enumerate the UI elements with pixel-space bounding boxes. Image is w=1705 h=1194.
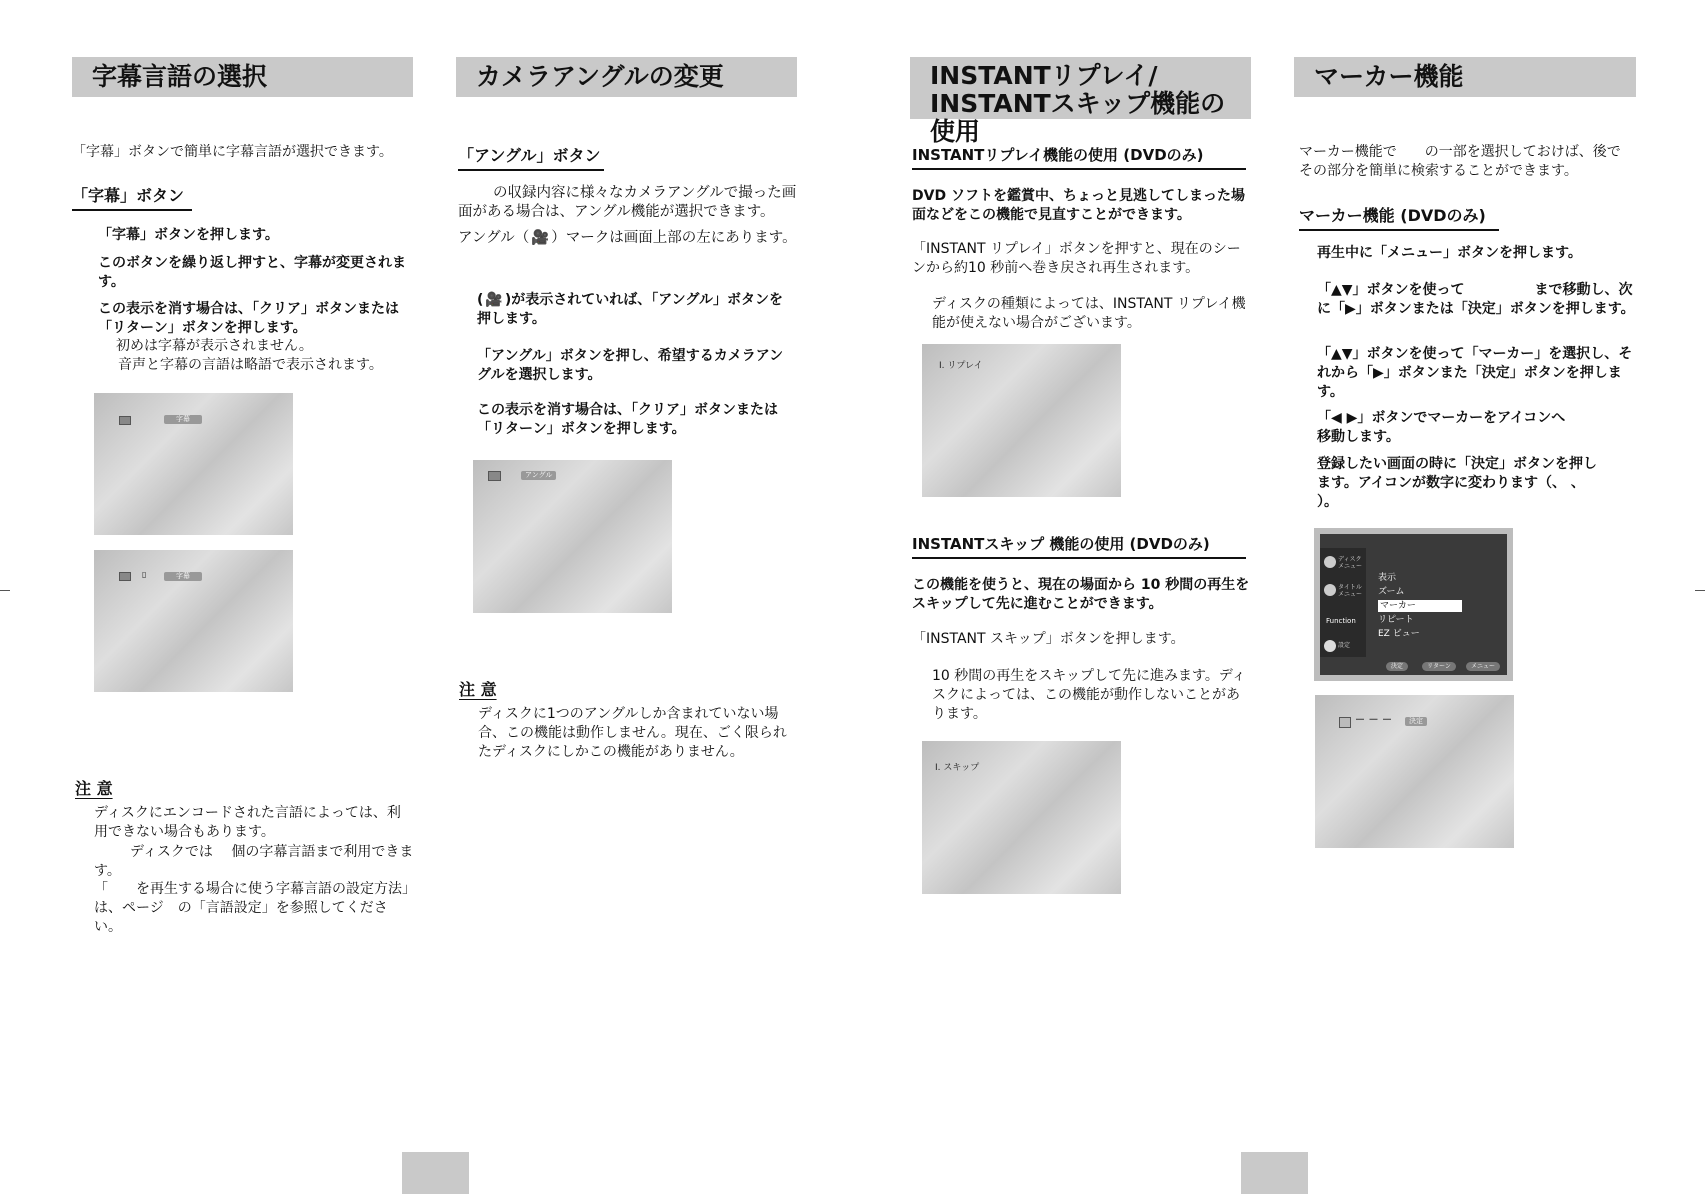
menu-side-item-function[interactable]: Function — [1326, 617, 1356, 625]
menu-item[interactable]: EZ ビュー — [1378, 629, 1420, 639]
crop-mark — [1695, 590, 1705, 591]
osd-marker-icon: ▯ — [142, 570, 147, 579]
menu-return-button[interactable]: リターン — [1422, 662, 1456, 671]
marker-icon — [1339, 717, 1351, 728]
menu-side-item[interactable]: 設定 — [1338, 642, 1351, 649]
step-2: 「アングル」ボタンを押し、希望するカメラアングルを選択します。 — [477, 348, 784, 383]
step-2: 「▲▼」ボタンを使って まで移動し、次に「▶」ボタンまたは「決定」ボタンを押します。 — [1317, 282, 1635, 317]
caution-1: ディスクに1つのアングルしか含まれていない場合、この機能は動作しません。現在、ごく限られたディスクにしかこの機能がありません。 — [478, 706, 787, 760]
menu-item[interactable]: ズーム — [1378, 587, 1405, 597]
disc-menu-icon — [1324, 556, 1336, 568]
replay-text-3: ディスクの種類によっては、INSTANT リプレイ機能が使えない場合がございます。 — [932, 296, 1246, 331]
note-b: 音声と字幕の言語は略語で表示されます。 — [118, 357, 383, 373]
intro-2 — [458, 229, 798, 248]
camera-icon: 🎥 — [531, 230, 550, 246]
menu-sidebar — [1320, 548, 1366, 657]
step-2: このボタンを繰り返し押すと、字幕が変更されます。 — [98, 255, 406, 290]
intro-2-text: アングル（ — [458, 230, 530, 246]
skip-text-2: 「INSTANT スキップ」ボタンを押します。 — [912, 631, 1185, 647]
camera-icon: 🎥 — [485, 292, 503, 308]
step-1-text: )が表示されていれば、「アングル」ボタンを押します。 — [477, 292, 783, 327]
step-1-open: ( — [477, 292, 484, 308]
menu-item-selected[interactable]: マーカー — [1378, 600, 1462, 612]
step-3: この表示を消す場合は、「クリア」ボタンまたは「リターン」ボタンを押します。 — [477, 402, 778, 437]
menu-side-item[interactable]: ディスク メニュー — [1338, 556, 1363, 570]
caution-title: 注 意 — [459, 680, 497, 699]
intro-3-text: ）マークは画面上部の左にあります。 — [551, 230, 797, 246]
step-1 — [477, 291, 795, 329]
crop-mark — [0, 590, 10, 591]
menu-menu-button[interactable]: メニュー — [1466, 662, 1500, 671]
osd-replay-label: I. リプレイ — [939, 361, 983, 371]
subheading: 「アングル」ボタン — [458, 143, 604, 171]
marker-enter-pill: 決定 — [1405, 717, 1427, 726]
caution-3: 「 を再生する場合に使う字幕言語の設定方法」は、ページ の「言語設定」を参照してください。 — [94, 881, 409, 935]
menu-item[interactable]: 表示 — [1378, 573, 1397, 583]
intro-text: 「字幕」ボタンで簡単に字幕言語が選択できます。 — [72, 144, 393, 160]
subheading-skip: INSTANTスキップ 機能の使用 (DVDのみ) — [912, 533, 1246, 559]
caution-1: ディスクにエンコードされた言語によっては、利用できない場合もあります。 — [94, 805, 401, 840]
osd-angle-label: アングル — [521, 471, 556, 480]
intro-1: の収録内容に様々なカメラアングルで撮った画面がある場合は、アングル機能が選択できます。 — [458, 185, 797, 220]
caution-2: ディスクでは 個の字幕言語まで利用できます。 — [94, 844, 414, 879]
section-title-line1: INSTANTリプレイ/ — [930, 61, 1158, 90]
tv-screen — [94, 550, 293, 692]
replay-text-1: DVD ソフトを鑑賞中、ちょっと見逃してしまった場面などをこの機能で見直すことができます。 — [912, 188, 1245, 223]
intro-text: マーカー機能で の一部を選択しておけば、後でその部分を簡単に検索することができます。 — [1299, 144, 1621, 179]
page-number-box — [402, 1152, 469, 1194]
skip-text-1: この機能を使うと、現在の場面から 10 秒間の再生をスキップして先に進むことができます。 — [912, 577, 1250, 612]
section-title: マーカー機能 — [1294, 57, 1636, 97]
note-a: 初めは字幕が表示されません。 — [116, 338, 313, 354]
gear-icon — [1324, 640, 1336, 652]
marker-slots: － － － — [1355, 715, 1392, 726]
step-3: 「▲▼」ボタンを使って「マーカー」を選択し、それから「▶」ボタンまた「決定」ボタンを押します。 — [1317, 346, 1633, 400]
osd-subtitle-label: 字幕 — [164, 415, 202, 424]
tv-screen — [1315, 695, 1514, 848]
menu-side-item[interactable]: タイトル メニュー — [1338, 584, 1363, 598]
tv-screen — [94, 393, 293, 535]
camera-icon — [488, 471, 501, 481]
tv-screen — [922, 344, 1121, 497]
caution-title: 注 意 — [75, 779, 113, 798]
subheading-replay: INSTANTリプレイ機能の使用 (DVDのみ) — [912, 144, 1246, 170]
osd-skip-label: I. スキップ — [935, 763, 980, 773]
step-1: 再生中に「メニュー」ボタンを押します。 — [1317, 245, 1582, 261]
osd-subtitle-label: 字幕 — [164, 572, 202, 581]
section-title — [910, 57, 1251, 146]
menu-item[interactable]: リピート — [1378, 615, 1414, 625]
tv-screen — [473, 460, 672, 613]
step-5: 登録したい画面の時に「決定」ボタンを押します。アイコンが数字に変わります（、 、 ）。 — [1317, 456, 1597, 510]
section-title-line2: INSTANTスキップ機能の使用 — [930, 89, 1226, 146]
replay-text-2: 「INSTANT リプレイ」ボタンを押すと、現在のシーンから約10 秒前へ巻き戻され再生されます。 — [912, 241, 1241, 276]
subheading: マーカー機能 (DVDのみ) — [1299, 203, 1499, 231]
step-3: この表示を消す場合は、「クリア」ボタンまたは「リターン」ボタンを押します。 — [98, 301, 399, 336]
title-menu-icon — [1324, 584, 1336, 596]
tv-screen — [922, 741, 1121, 894]
step-4: 「◀ ▶」ボタンでマーカーをアイコンへ移動します。 — [1317, 410, 1566, 445]
menu-enter-button[interactable]: 決定 — [1386, 662, 1408, 671]
skip-text-3: 10 秒間の再生をスキップして先に進みます。ディスクによっては、この機能が動作しないことがあります。 — [932, 668, 1246, 722]
subtitle-icon — [119, 572, 131, 581]
subheading: 「字幕」ボタン — [72, 183, 192, 211]
subtitle-icon — [119, 416, 131, 425]
step-1: 「字幕」ボタンを押します。 — [98, 227, 279, 243]
section-title: 字幕言語の選択 — [72, 57, 413, 97]
page-number-box — [1241, 1152, 1308, 1194]
function-menu — [1314, 528, 1513, 681]
section-title: カメラアングルの変更 — [456, 57, 797, 97]
